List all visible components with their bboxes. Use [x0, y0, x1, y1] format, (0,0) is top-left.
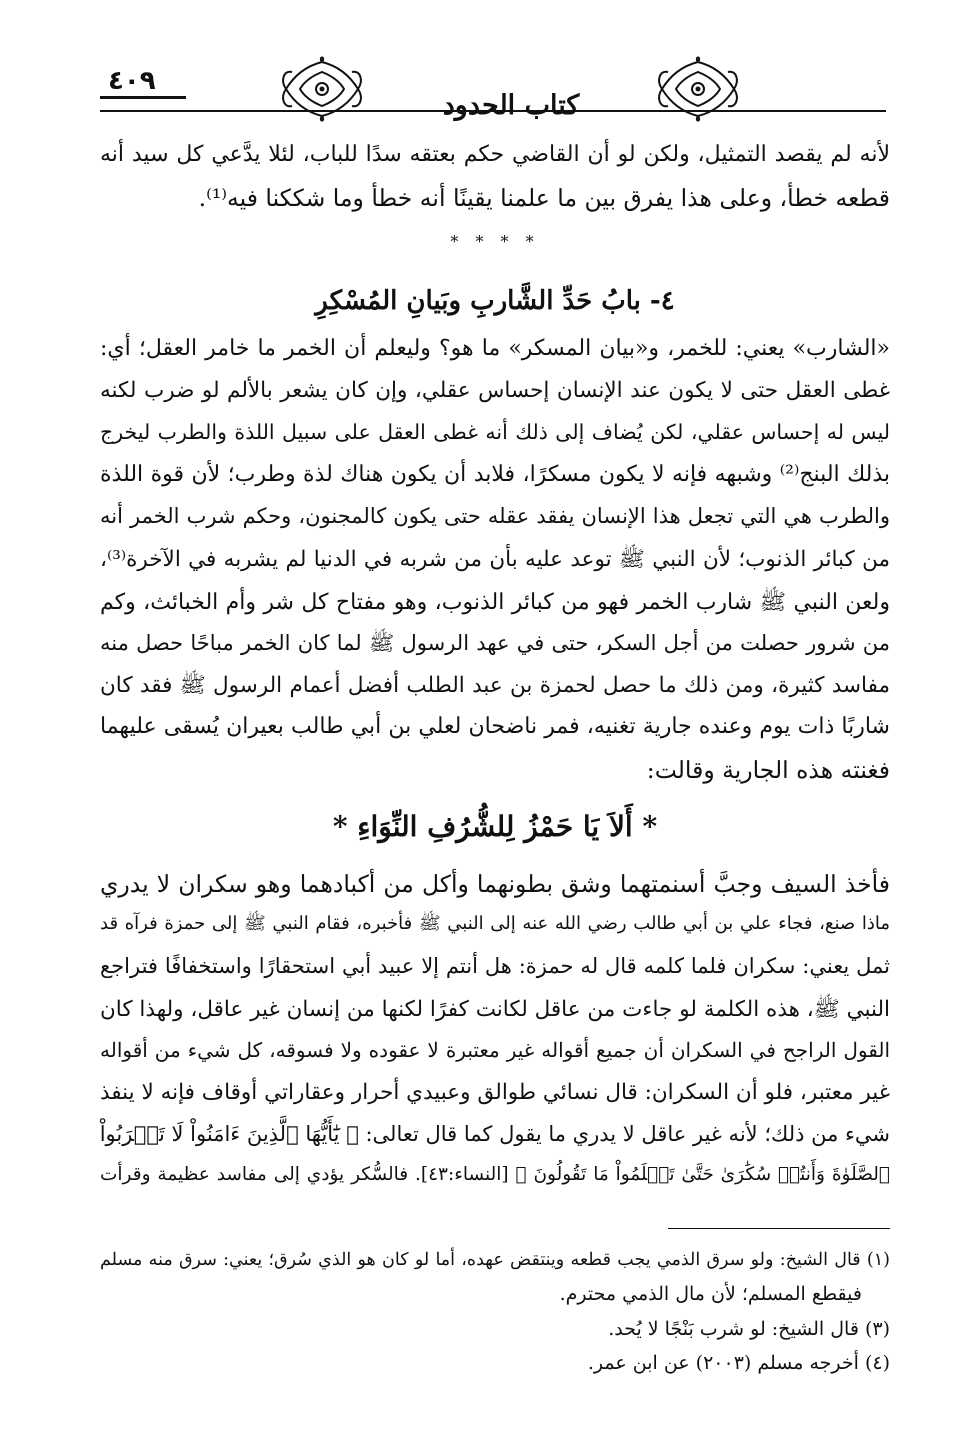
text-line: ٱلصَّلَوٰةَ وَأَنتُمۡ سُكَٰرَىٰ حَتَّىٰ تَعۡلَمُواْ مَا تَقُولُونَ ﴾ [النساء:٤٣]. فالسُّكر يؤدي إلى مفاسد عظيمة وقرأت — [100, 1164, 890, 1185]
floral-ornament-icon — [656, 56, 740, 122]
text-line: فغنته هذه الجارية وقالت: — [646, 756, 890, 784]
running-title: كتاب الحدود — [442, 90, 580, 121]
text-line: مفاسد كثيرة، ومن ذلك ما حصل لحمزة بن عبد الطلب أفضل أعمام الرسول ﷺ فقد كان — [100, 673, 890, 698]
text-line: ليس له إحساس عقلي، لكن يُضاف إلى ذلك أنه غطى العقل على سبيل اللذة والطرب ليخرج — [100, 420, 890, 444]
text-line: ماذا صنع، فجاء علي بن أبي طالب رضي الله عنه إلى النبي ﷺ فأخبره، فقام النبي ﷺ إلى حمزة فرآه قد — [100, 913, 890, 934]
text-line: فأخذ السيف وجبَّ أسنمتهما وشق بطونهما وأكل من أكبادهما وهو سكران لا يدري — [100, 870, 890, 898]
text-line: «الشارب» يعني: للخمر، و«بيان المسكر» ما هو؟ وليعلم أن الخمر ما خامر العقل؛ أي: — [100, 336, 890, 361]
section-separator: * * * * — [450, 232, 540, 251]
text-line: ثمل يعني: سكران فلما كلمه قال له حمزة: هل أنتم إلا عبيد أبي استحقارًا واستخفافًا فتراجع — [100, 954, 890, 978]
text-line: ولعن النبي ﷺ شارب الخمر فهو من كبائر الذنوب، وهو مفتاح كل شر وأم الخبائث، وكم — [100, 590, 890, 615]
poem-verse: * أَلاَ يَا حَمْزُ لِلشُّرُفِ النِّوَاءِ * — [332, 810, 658, 843]
floral-ornament-icon — [280, 56, 364, 122]
text-line: والطرب هي التي تجعل هذا الإنسان يفقد عقله حتى يكون كالمجنون، وحكم شرب الخمر أنه — [100, 504, 890, 528]
footnote-4: (٤) أخرجه مسلم (٢٠٠٣) عن ابن عمر. — [587, 1352, 890, 1374]
text-line: غطى العقل حتى لا يكون عند الإنسان إحساس عقلي، وإن كان يشعر بالألم لو ضرب لكنه — [100, 378, 890, 403]
footnote-rule — [668, 1228, 890, 1229]
text-line: شيء من ذلك؛ لأنه غير عاقل لا يدري ما يقول كما قال تعالى: ﴿ يَٰٓأَيُّهَا ٱلَّذِينَ ءَامَنُواْ لَا تَقۡرَبُواْ — [99, 1122, 890, 1146]
text-line: لأنه لم يقصد التمثيل، ولكن لو أن القاضي حكم بعتقه سدًا للباب، لئلا يدَّعي كل سيد أنه — [100, 142, 890, 167]
footnote-1: (١) قال الشيخ: ولو سرق الذمي يجب قطعه وينتقض عهده، أما لو كان هو الذي سُرق؛ يعني: سرق منه مسلم — [100, 1250, 890, 1270]
text-line: شاربًا ذات يوم وعنده جارية تغنيه، فمر ناضحان لعلي بن أبي طالب بعيران يُسقى عليهما — [100, 714, 890, 739]
text-line: من كبائر الذنوب؛ لأن النبي ﷺ توعد عليه بأن من شربه في الدنيا لم يشربه في الآخرة⁽³⁾، — [100, 547, 890, 572]
page-number: ٤٠٩ — [108, 66, 156, 96]
footnote-3: (٣) قال الشيخ: لو شرب بَنْجًا لا يُحد. — [608, 1318, 890, 1340]
page-header — [96, 44, 886, 124]
page-number-underline — [100, 96, 186, 99]
text-line: القول الراجح في السكران أن جميع أقواله غير معتبرة لا عقوده ولا فسوقه، كل شيء من أقواله — [100, 1038, 890, 1062]
footnote-1-continued: فيقطع المسلم؛ لأن مال الذمي محترم. — [559, 1283, 862, 1305]
text-line: من شرور حصلت من أجل السكر، حتى في عهد الرسول ﷺ لما كان الخمر مباحًا حصل منه — [100, 631, 890, 655]
text-line: النبي ﷺ، هذه الكلمة لو جاءت من عاقل لكانت كفرًا لكنها من إنسان غير عاقل، ولهذا كان — [100, 997, 890, 1022]
section-heading: ٤- بابُ حَدِّ الشَّاربِ وبَيانِ المُسْكِرِ — [315, 286, 675, 316]
text-line: بذلك البنج⁽²⁾ وشبهه فإنه لا يكون مسكرًا، فلابد أن يكون هناك لذة وطرب؛ لأن قوة اللذة — [100, 462, 890, 487]
text-line: قطعه خطأ، وعلى هذا يفرق بين ما علمنا يقينًا أنه خطأ وما شككنا فيه⁽¹⁾. — [198, 184, 890, 212]
text-line: غير معتبر، فلو أن السكران: قال نسائي طوالق وعبيدي أحرار وعقاراتي أوقاف فإنه لا ينفذ — [100, 1080, 890, 1105]
